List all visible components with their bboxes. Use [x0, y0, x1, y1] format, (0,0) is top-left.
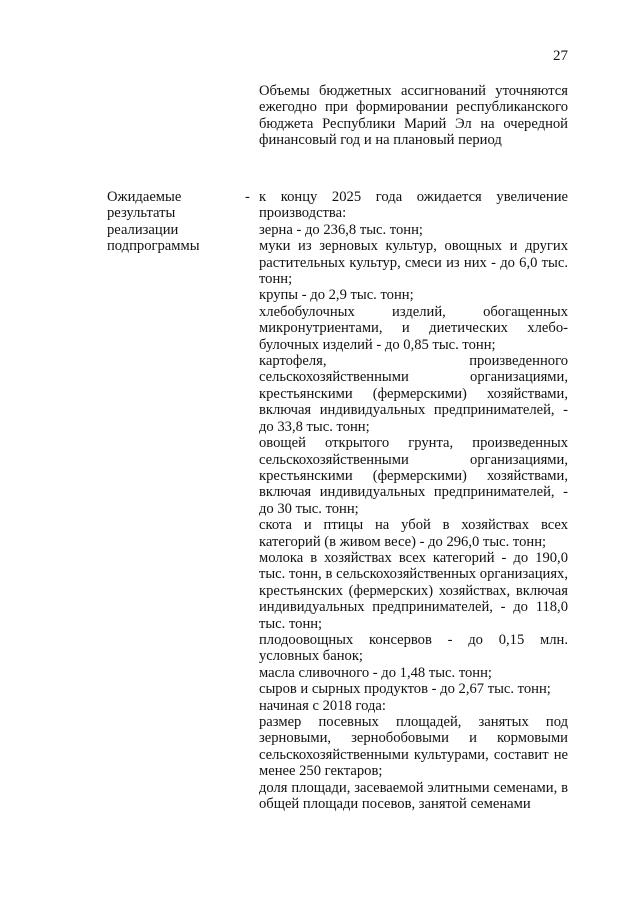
results-paragraph: муки из зерновых культур, овощных и других растительных культур, смеси из них - до 6,0 тыс. тонн; [259, 238, 568, 288]
results-paragraph: сыров и сырных продуктов - до 2,67 тыс. тонн; [259, 681, 551, 698]
row-dash: - [245, 189, 250, 205]
row-label-line: Ожидаемые [107, 189, 182, 205]
page-number: 27 [553, 48, 568, 64]
row-label-line: подпрограммы [107, 238, 200, 255]
results-block [259, 189, 568, 812]
intro-paragraph: Объемы бюджетных ассигнований уточняются ежегодно при формировании республиканского бюджета Республики Марий Эл на очередной финансовый год и на плановый период [259, 83, 568, 149]
results-paragraph: скота и птицы на убой в хозяйствах всех категорий (в живом весе) - до 296,0 тыс. тонн; [259, 517, 568, 550]
results-paragraph: масла сливочного - до 1,48 тыс. тонн; [259, 664, 492, 681]
results-paragraph: к концу 2025 года ожидается увеличение производства: [259, 189, 568, 222]
results-paragraph: овощей открытого грунта, произведенных сельскохозяйственными организациями, крестьянскими (фермерскими) хозяйствами, включая индивидуальных предпринимателей, - до 30 тыс. тонн; [259, 435, 568, 517]
results-paragraph: молока в хозяйствах всех категорий - до 190,0 тыс. тонн, в сельскохозяйственных организациях, крестьянских (фермерских) хозяйствах, включая индивидуальных предпринимателей, - до 118,0 тыс. тонн; [259, 549, 568, 632]
results-paragraph: размер посевных площадей, занятых под зерновыми, зернобобовыми и кормовыми сельскохозяйственными культурами, составит не менее 250 гектаров; [259, 714, 568, 780]
results-paragraph: хлебобулочных изделий, обогащенных микронутриентами, и диетических хлебо-булочных изделий - до 0,85 тыс. тонн; [259, 303, 568, 353]
results-paragraph: начиная с 2018 года: [259, 697, 386, 714]
results-paragraph: картофеля, произведенного сельскохозяйственными организациями, крестьянскими (фермерскими) хозяйствами, включая индивидуальных предпринимателей, - до 33,8 тыс. тонн; [259, 353, 568, 435]
results-paragraph: крупы - до 2,9 тыс. тонн; [259, 287, 414, 304]
row-label-line: результаты [107, 205, 176, 222]
intro-block [259, 83, 568, 149]
results-paragraph: зерна - до 236,8 тыс. тонн; [259, 221, 423, 238]
row-label-expected-results [107, 189, 247, 255]
results-paragraph: плодоовощных консервов - до 0,15 млн. условных банок; [259, 631, 568, 665]
row-label-line: реализации [107, 221, 179, 238]
results-paragraph: доля площади, засеваемой элитными семенами, в общей площади посевов, занятой семенами [259, 779, 568, 813]
